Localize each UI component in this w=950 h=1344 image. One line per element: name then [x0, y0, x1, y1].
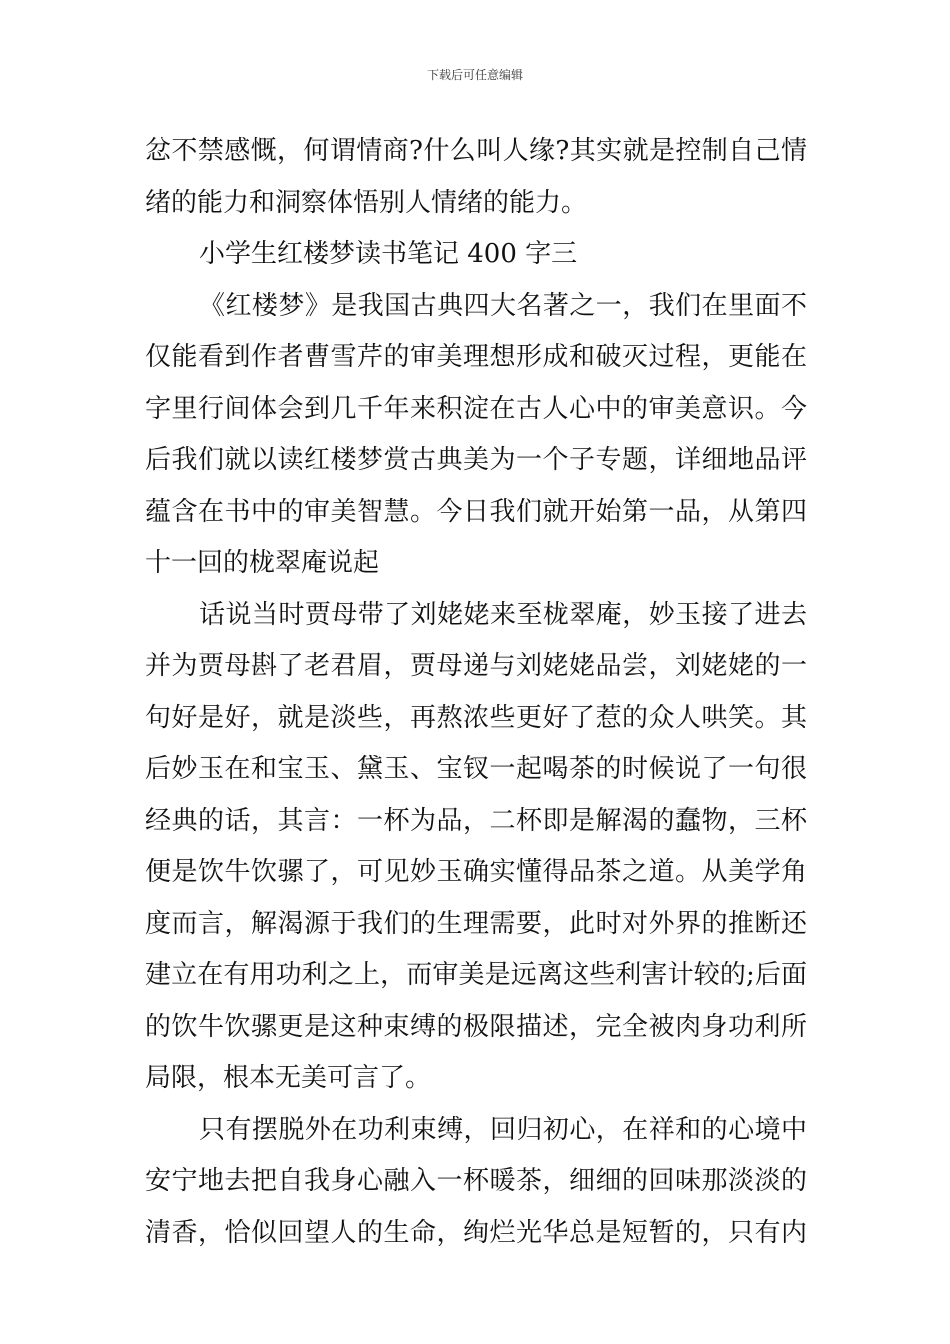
text-line: 安宁地去把自我身心融入一杯暖茶，细细的回味那淡淡的	[145, 1166, 807, 1196]
page-header: 下载后可任意编辑	[426, 68, 523, 82]
text-line: 话说当时贾母带了刘姥姥来至栊翠庵，妙玉接了进去	[199, 599, 807, 630]
text-line: 仅能看到作者曹雪芹的审美理想形成和破灭过程，更能在	[145, 342, 807, 372]
text-line: 后我们就以读红楼梦赏古典美为一个子专题，详细地品评	[145, 445, 807, 475]
text-line: 十一回的栊翠庵说起	[145, 548, 380, 578]
text-line: 经典的话，其言：一杯为品，二杯即是解渴的蠢物，三杯	[145, 805, 807, 836]
text-line: 局限，根本无美可言了。	[145, 1063, 432, 1093]
text-line: 忿不禁感慨，何谓情商?什么叫人缘?其实就是控制自己情	[145, 136, 807, 166]
text-line: 并为贾母斟了老君眉，贾母递与刘姥姥品尝，刘姥姥的一	[145, 651, 807, 681]
text-line: 只有摆脱外在功利束缚，回归初心，在祥和的心境中	[199, 1114, 807, 1145]
text-line: 字里行间体会到几千年来积淀在古人心中的审美意识。今	[145, 393, 807, 424]
text-line: 蕴含在书中的审美智慧。今日我们就开始第一品，从第四	[145, 496, 807, 527]
document-body	[145, 126, 807, 1259]
text-line: 度而言，解渴源于我们的生理需要，此时对外界的推断还	[145, 908, 807, 939]
text-line: 清香，恰似回望人的生命，绚烂光华总是短暂的，只有内	[145, 1217, 807, 1248]
text-line: 《红楼梦》是我国古典四大名著之一，我们在里面不	[199, 290, 807, 321]
text-line: 建立在有用功利之上，而审美是远离这些利害计较的;后面	[145, 960, 807, 990]
text-line: 句好是好，就是淡些，再熬浓些更好了惹的众人哄笑。其	[145, 702, 807, 733]
text-line: 便是饮牛饮骡了，可见妙玉确实懂得品茶之道。从美学角	[145, 857, 807, 887]
section-heading: 小学生红楼梦读书笔记 400 字三	[199, 239, 578, 269]
text-line: 的饮牛饮骡更是这种束缚的极限描述，完全被肉身功利所	[145, 1011, 807, 1042]
text-line: 绪的能力和洞察体悟别人情绪的能力。	[145, 187, 588, 218]
text-line: 后妙玉在和宝玉、黛玉、宝钗一起喝茶的时候说了一句很	[145, 754, 807, 784]
